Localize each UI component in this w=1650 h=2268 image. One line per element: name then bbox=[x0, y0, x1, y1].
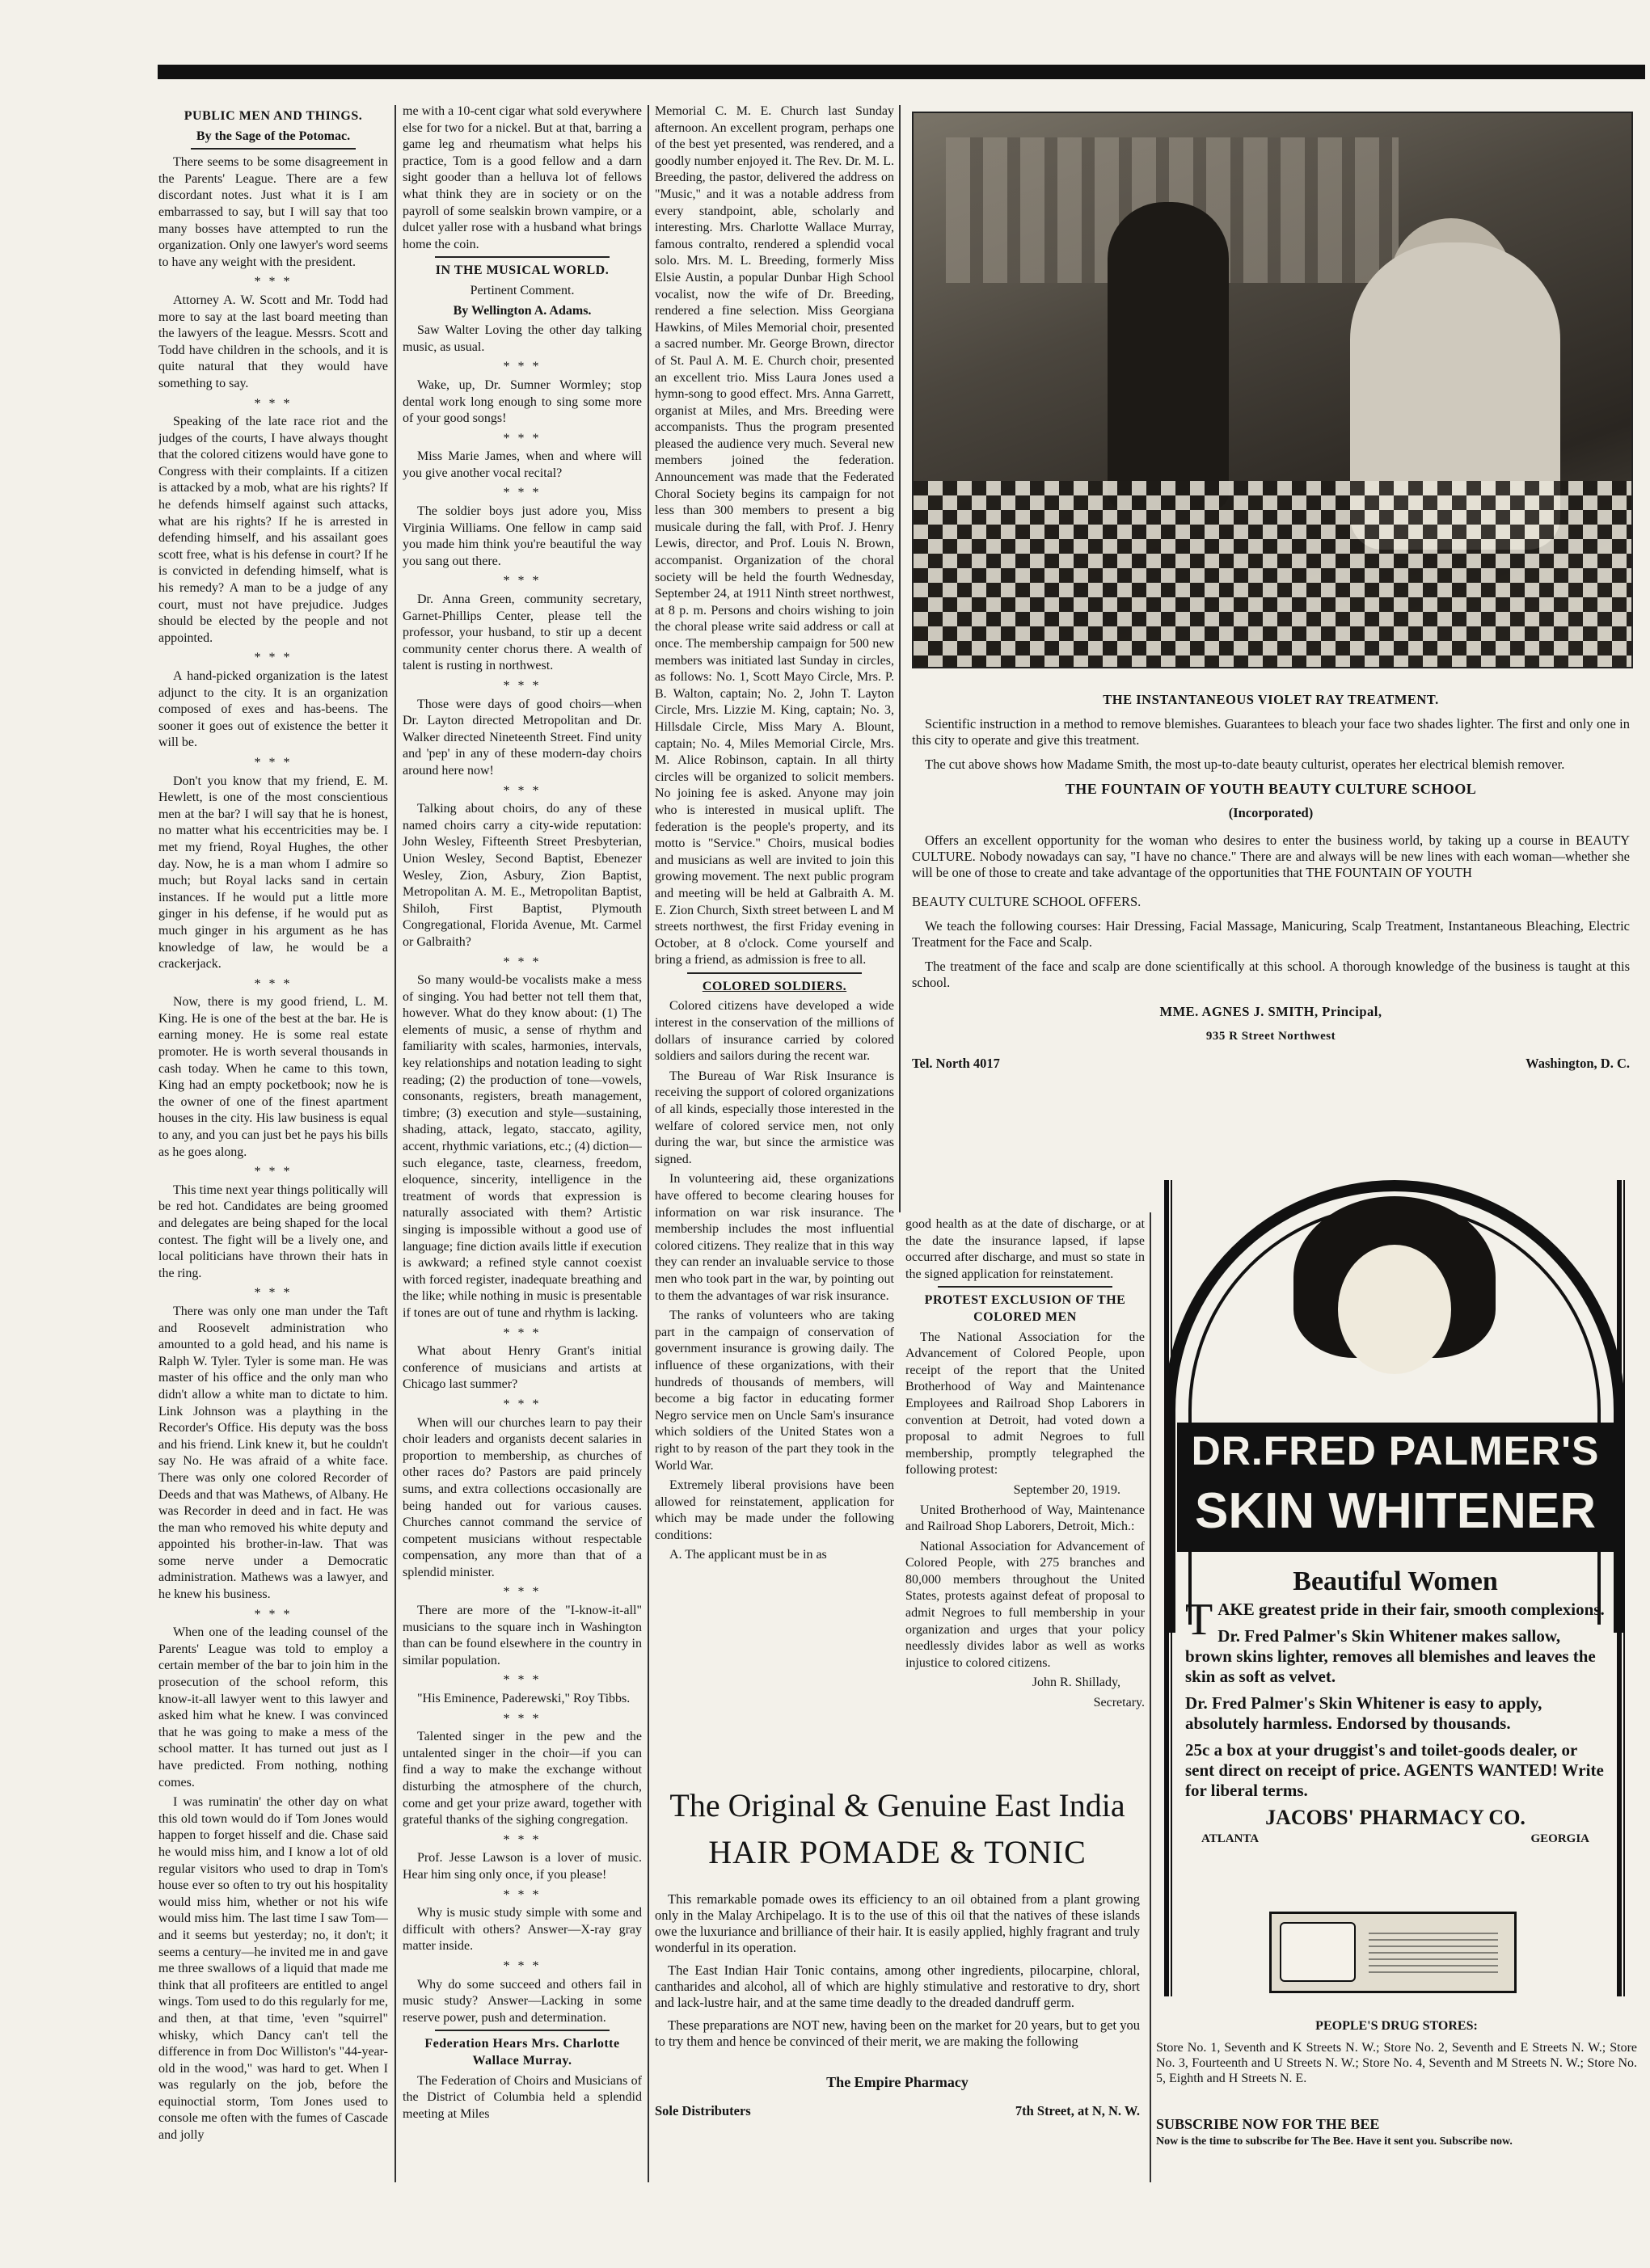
separator-stars: * * * bbox=[503, 679, 542, 693]
intro-text: AKE greatest pride in their fair, smooth complexions. bbox=[1217, 1600, 1605, 1619]
ad-paragraph: 25c a box at your druggist's and toilet-goods dealer, or sent direct on receipt of price. AGENTS WANTED! Write for liberal terms. bbox=[1185, 1740, 1604, 1800]
ad-paragraph: Scientific instruction in a method to remove blemishes. Guarantees to bleach your face two shades lighter. The first and only one in this city to operate and give this treatment. bbox=[912, 716, 1630, 748]
school-address: 935 R Street Northwest bbox=[1205, 1030, 1336, 1043]
paragraph: The soldier boys just adore you, Miss Virginia Williams. One fellow in camp said you made him think you're beautiful the way you sang out there. bbox=[403, 504, 642, 568]
paragraph: me with a 10-cent cigar what sold everywhere else for two for a nickel. But at that, barring a game leg and rheumatism what helps his practice, Tom is a good fellow and a darn sight gooder than a helluva lot of fellows what think they are in society or on the payroll of some sealskin brown vampire, or a dulcet yaller rose with a husband what brings home the coin. bbox=[403, 104, 642, 251]
ad-intro bbox=[1185, 1595, 1606, 1645]
column-rule bbox=[648, 105, 649, 2182]
separator-stars: * * * bbox=[254, 1286, 293, 1301]
paragraph: Saw Walter Loving the other day talking music, as usual. bbox=[403, 323, 642, 354]
paragraph: Memorial C. M. E. Church last Sunday afternoon. An excellent program, perhaps one of the best yet presented, was rendered, and a goodly number enjoyed it. The Rev. Dr. M. L. Breeding, the pastor, delivered the address on "Music," and it was a notable address from every standpoint, able, scholarly and interesting. Mrs. Charlotte Wallace Murray, famous contralto, rendered a splendid vocal solo. Mrs. M. L. Breeding, formerly Miss Elsie Austin, a popular Dunbar High School vocalist, now the wife of Dr. Breeding, rendered a fine selection. Miss Georgiana Hawkins, of Miles Memorial choir, presented a sacred number. Mr. George Brown, director of St. Paul A. M. E. Church choir, presented an excellent trio. Miss Laura Jones used a hymn-song to good effect. Mrs. Anna Garrett, organist at Miles, and Mrs. Breeding were accompanists. Thus the program presented pleased the audience very much. Several new members joined the federation. Announcement was made that the Federated Choral Society begins its campaign for not less than 300 members to present a big musicale during the fall, with Prof. J. Henry Lewis, director, and Prof. Louis N. Brown, accompanist. Organization of the choral society will be held the fourth Wednesday, September 24, at 1911 Ninth street northwest, at 8 p. m. Persons and choirs wishing to join the choral please write said address or call at once. The membership campaign for 500 new members was initiated last Sunday in circles, as follows: No. 1, Scott Mayo Circle, Mrs. P. B. Walton, captain; No. 2, John T. Layton Circle, Mrs. Lizzie M. King, captain; No. 3, Hillsdale Circle, Miss Mary A. Blount, captain; No. 4, Miles Memorial Circle, Mrs. M. Alice Robinson, captain. In all thirty circles will be organized to solicit members. No joining fee is asked. Anyone may join who is interested in musical uplift. The federation is the people's property, and its motto is "Service." Choirs, musical bodies and musicians as well are invited to join this growing movement. The next public program and meeting will be held at Galbraith A. M. E. Zion Church, Sixth street between L and M streets northwest, the first Friday evening in October, at 8 o'clock. Come yourself and bring a friend, as admission is free to all. bbox=[655, 104, 894, 967]
column-musical-world bbox=[403, 103, 642, 2181]
paragraph: Attorney A. W. Scott and Mr. Todd had more to say at the last board meeting than the lawyers of the league. Messrs. Scott and Todd have children in the schools, and it is quite natural that they would have something to say. bbox=[158, 293, 388, 390]
paragraph: The ranks of volunteers who are taking part in the campaign of conservation of government insurance is growing daily. The influence of these organizations, with their hundreds of thousands of members, will become a big factor in educating former Negro service men on Uncle Sam's insurance which soldiers of the United States won a right to by reason of the part they took in the World War. bbox=[655, 1309, 894, 1473]
divider bbox=[435, 256, 610, 258]
subscribe-notice bbox=[1156, 2118, 1637, 2166]
paragraph: Now, there is my good friend, L. M. King. He is one of the best at the bar. He is earning money. He is some real estate promoter. He is worth several thousands in cash today. When he came to this town, King had an empty pocketbook; now he is the owner of one of the finest apartment houses in the city. His law business is equal to any, and you can just bet he pays his bills as he goes along. bbox=[158, 995, 388, 1159]
separator-stars: * * * bbox=[254, 396, 293, 411]
principal-name: MME. AGNES J. SMITH, Principal, bbox=[1159, 1004, 1382, 1019]
separator-stars: * * * bbox=[503, 955, 542, 969]
paragraph: The Bureau of War Risk Insurance is receiving the support of colored organizations of all kinds, especially those interested in the welfare of colored service men, not only during the war, but since the armistice was signed. bbox=[655, 1069, 894, 1166]
store-name: The Empire Pharmacy bbox=[826, 2074, 968, 2090]
article-title: Federation Hears Mrs. Charlotte Wallace Murray. bbox=[424, 2037, 620, 2068]
city: Washington, D. C. bbox=[1526, 1056, 1630, 1071]
ad-paragraph: The East Indian Hair Tonic contains, among other ingredients, pilocarpine, chloral, cantharides and alcohol, all of which are highly stimulative and restorative to dry, short and lack-lustre hair, and at the same time deadly to the dreaded dandruff germ. bbox=[655, 1962, 1140, 2010]
article-byline: By Wellington A. Adams. bbox=[453, 303, 592, 318]
paragraph: Miss Marie James, when and where will you give another vocal recital? bbox=[403, 449, 642, 480]
paragraph: This time next year things politically will be red hot. Candidates are being groomed and delegates are being shaped for the local contest. The fight will be a lively one, and local politicians have thrown their hats in the ring. bbox=[158, 1182, 388, 1280]
paragraph: Extremely liberal provisions have been allowed for reinstatement, application for which may be made under the following conditions: bbox=[655, 1478, 894, 1542]
ad-paragraph: We teach the following courses: Hair Dressing, Facial Massage, Manicuring, Scalp Treatment, Instantaneous Bleaching, Electric Treatment for the Face and Scalp. bbox=[912, 918, 1630, 950]
brand-line-2: SKIN WHITENER bbox=[1195, 1483, 1596, 1539]
separator-stars: * * * bbox=[503, 1585, 542, 1600]
skin-whitener-ad bbox=[1156, 1180, 1637, 2005]
separator-stars: * * * bbox=[254, 651, 293, 665]
article-title: PROTEST EXCLUSION OF THE COLORED MEN bbox=[924, 1293, 1126, 1324]
column-protest bbox=[905, 1216, 1145, 1774]
ad-paragraph: This remarkable pomade owes its efficiency to an oil obtained from a plant growing only in the Malay Archipelago. It is to the use of this oil that the natives of these islands owe the luxuriance and brilliance of their hair. It is easily applied, highly fragrant and truly wonderful in its operation. bbox=[655, 1891, 1140, 1955]
ad-paragraph: Dr. Fred Palmer's Skin Whitener makes sallow, brown skins lighter, removes all blemishes and leaves the skin as soft as velvet. bbox=[1185, 1626, 1596, 1686]
brand-line-1: DR.FRED PALMER'S bbox=[1191, 1428, 1600, 1473]
separator-stars: * * * bbox=[503, 431, 542, 445]
telegram-address: United Brotherhood of Way, Maintenance and Railroad Shop Laborers, Detroit, Mich.: bbox=[905, 1503, 1145, 1534]
school-name: THE FOUNTAIN OF YOUTH BEAUTY CULTURE SCHOOL bbox=[1065, 781, 1477, 797]
column-public-men bbox=[158, 103, 388, 2181]
article-title: COLORED SOLDIERS. bbox=[702, 979, 847, 993]
separator-stars: * * * bbox=[254, 976, 293, 991]
paragraph: Prof. Jesse Lawson is a lover of music. Hear him sing only once, if you please! bbox=[403, 1851, 642, 1882]
divider bbox=[435, 2030, 610, 2031]
paragraph: There was only one man under the Taft and Roosevelt administration who amounted to a gold head, and his name is Ralph W. Tyler. Tyler is some man. He was master of his office and the only man who didn't allow a white man to dictate to him. Link Johnson was a plaything in the Recorder's Office. His deputy was the boss and his friend. Link knew it, but he couldn't say No. He was afraid of a white face. There was only one colored Recorder of Deeds and that was Mathews, of Albany. He was Recorder in deed and in fact. He was the man who removed his white deputy and appointed his brother-in-law. That was some nerve under a Democratic administration. Mathews was a lawyer, and he knew his business. bbox=[158, 1304, 388, 1602]
top-border-rule bbox=[158, 65, 1645, 79]
signature-name: John R. Shillady, bbox=[1032, 1676, 1120, 1690]
ad-paragraph: Dr. Fred Palmer's Skin Whitener is easy to apply, absolutely harmless. Endorsed by thousands. bbox=[1185, 1693, 1542, 1733]
divider bbox=[191, 148, 356, 150]
paragraph: Talented singer in the pew and the untalented singer in the choir—if you can find a way to make the exchange without disturbing the atmosphere of the church, come and get your prize award, together with grateful thanks of the sighing congregation. bbox=[403, 1730, 642, 1827]
ad-paragraph: The cut above shows how Madame Smith, the most up-to-date beauty culturist, operates her electrical blemish remover. bbox=[925, 757, 1565, 772]
separator-stars: * * * bbox=[503, 574, 542, 588]
column-rule bbox=[1150, 1212, 1151, 2182]
paragraph: Wake, up, Dr. Sumner Wormley; stop dental work long enough to sing some more of your good songs! bbox=[403, 377, 642, 426]
drop-cap: T bbox=[1185, 1595, 1213, 1645]
paragraph: When will our churches learn to pay their choir leaders and organists decent salaries in proportion to membership, as churches of other races do? Pastors are paid princely sums, and extra collections occasionally are being handed out for various causes. Churches cannot command the service of competent musicians without respectable compensation, any more than that of a splendid minister. bbox=[403, 1415, 642, 1579]
subscribe-title: SUBSCRIBE NOW FOR THE BEE bbox=[1156, 2118, 1380, 2132]
separator-stars: * * * bbox=[503, 1958, 542, 1973]
separator-stars: * * * bbox=[254, 1165, 293, 1179]
brand-banner bbox=[1177, 1423, 1614, 1552]
paragraph: A. The applicant must be in as bbox=[669, 1548, 827, 1562]
ad-caption: THE INSTANTANEOUS VIOLET RAY TREATMENT. bbox=[1103, 692, 1439, 707]
telegram-date: September 20, 1919. bbox=[1013, 1482, 1120, 1497]
separator-stars: * * * bbox=[254, 755, 293, 769]
paragraph: Why is music study simple with some and difficult with others? Answer—X-ray gray matter inside. bbox=[403, 1906, 642, 1954]
store-location: 7th Street, at N, N. W. bbox=[1015, 2103, 1140, 2118]
paragraph: The Federation of Choirs and Musicians of the District of Columbia held a splendid meeting at Miles bbox=[403, 2073, 642, 2121]
paragraph: Don't you know that my friend, E. M. Hewlett, is one of the most conscientious men at the bar? I will say that he is honest, no matter what his eccentricities may be. I met my friend, Royal Hughes, the other day. Now, he is a man whom I admire so much; but Royal lacks sand in certain instances. If he would put a little more ginger in his defense, if he would put as much ginger in his argument as he has knowledge of law, he would be a crackerjack. bbox=[158, 774, 388, 972]
separator-stars: * * * bbox=[503, 1326, 542, 1340]
store-list: Store No. 1, Seventh and K Streets N. W.; Store No. 2, Seventh and E Streets N. W.; Store No. 3, Fourteenth and U Streets N. W.; Store No. 4, Seventh and M Streets N. W.; Store No. 5, Eighth and H Streets N. E. bbox=[1156, 2041, 1637, 2085]
paragraph: good health as at the date of discharge, or at the date the insurance lapsed, if lapse occurred after discharge, and must so state in the signed application for reinstatement. bbox=[905, 1217, 1145, 1281]
company-name: JACOBS' PHARMACY CO. bbox=[1265, 1806, 1526, 1829]
ad-paragraph: Offers an excellent opportunity for the woman who desires to enter the business world, by taking up a course in BEAUTY CULTURE. Nobody nowadays can say, "I have no chance." There are and always will be new lines with each woman—whether she will be one of those to create and take advantage of the opportunities that THE FOUNTAIN OF YOUTH bbox=[912, 833, 1630, 880]
ad-paragraph: BEAUTY CULTURE SCHOOL OFFERS. bbox=[912, 894, 1141, 909]
signature-title: Secretary. bbox=[1093, 1696, 1145, 1710]
city-name: ATLANTA bbox=[1201, 1832, 1260, 1845]
paragraph: In volunteering aid, these organizations have offered to become clearing houses for information on war risk insurance. The membership includes the most influential colored citizens. They realize that in this way they can render an invaluable service to those men who took part in the war, by pointing out to them the advantages of war risk insurance. bbox=[655, 1172, 894, 1303]
violet-ray-ad bbox=[912, 687, 1630, 1140]
hair-pomade-ad bbox=[655, 1778, 1140, 2231]
photo-checkered-floor bbox=[914, 481, 1631, 667]
paragraph: When one of the leading counsel of the Parents' League was told to employ a certain member of the bar to join him in the prosecution of the school reform, this know-it-all lawyer went to this lawyer and asked him what he knew. I was convinced that he was going to make a mess of the school matter. It has turned out just as I have predicted. From nothing, nothing comes. bbox=[158, 1625, 388, 1790]
column-rule bbox=[899, 105, 901, 1212]
telephone: Tel. North 4017 bbox=[912, 1056, 1000, 1071]
separator-stars: * * * bbox=[503, 1711, 542, 1726]
paragraph: "His Eminence, Paderewski," Roy Tibbs. bbox=[417, 1692, 631, 1706]
paragraph: Colored citizens have developed a wide interest in the conservation of the millions of dollars of insurance carried by colored soldiers and sailors during the recent war. bbox=[655, 999, 894, 1064]
paragraph: I was ruminatin' the other day on what this old town would do if Tom Jones would happen to forget hisself and die. Chase said he would miss him, and I know a lot of old regular visitors who used to drap in Tom's house ever so often to try out his hospitality would miss him, whether or not his wife would miss him. The last time I saw Tom—and it seems but yesterday; no, it don't; it seems a century—he invited me in and gave me three swallows of a liquid that made me think that all profiteers are entitled to angel wings. Tom used to do this regularly for me, and then, at that time, 'even "squirrel" whisky, which Dancy can't tell the difference in from Doc Williston's "44-year-old in the wood," was hard to get. When I was regularly on the job, before the equinoctial storm, Tom Jones used to console me often with the fumes of Cascade and jolly bbox=[158, 1795, 388, 2143]
school-incorporated: (Incorporated) bbox=[1228, 805, 1314, 820]
separator-stars: * * * bbox=[503, 360, 542, 374]
article-subtitle: Pertinent Comment. bbox=[470, 283, 575, 297]
product-lid bbox=[1280, 1922, 1356, 1982]
paragraph: There seems to be some disagreement in the Parents' League. There are a few discordant notes. Just what it is I am embarrassed to say, but I will say that too many bosses have attempted to run the organization. Only one lawyer's word seems to have any weight with the president. bbox=[158, 155, 388, 269]
ad-paragraph: The treatment of the face and scalp are done scientifically at this school. A thorough knowledge of the business is taught at this school. bbox=[912, 959, 1630, 990]
product-label bbox=[1369, 1929, 1498, 1973]
distributor-row bbox=[655, 2103, 1140, 2119]
ad-frame bbox=[1156, 1180, 1634, 1996]
subscribe-text: Now is the time to subscribe for The Bee. Have it sent you. Subscribe now. bbox=[1156, 2135, 1513, 2148]
state-name: GEORGIA bbox=[1530, 1832, 1589, 1845]
product-box-image bbox=[1269, 1912, 1517, 1993]
separator-stars: * * * bbox=[254, 1607, 293, 1621]
column-rule bbox=[395, 105, 396, 2182]
divider bbox=[687, 972, 862, 974]
ad-paragraph: These preparations are NOT new, having been on the market for 20 years, but to get you to try them and hence be convinced of their merit, we are making the following bbox=[655, 2017, 1140, 2049]
photo-figure-operator bbox=[1108, 202, 1229, 509]
ad-heading: Beautiful Women bbox=[1293, 1566, 1498, 1596]
separator-stars: * * * bbox=[503, 1832, 542, 1847]
ad-body bbox=[1177, 1560, 1614, 1849]
ad-product-name: HAIR POMADE & TONIC bbox=[708, 1834, 1087, 1870]
paragraph: A hand-picked organization is the latest adjunct to the city. It is an organization composed of exes and has-beens. The sooner it goes out of existence the better it will be. bbox=[158, 669, 388, 750]
paragraph: National Association for Advancement of Colored People, with 275 branches and 80,000 members throughout the United States, protests against defeat of proposal to admit Negroes to full membership in your organization and urges that your policy needlessly divides labor as well as works injustice to colored citizens. bbox=[905, 1539, 1145, 1670]
ad-headline: The Original & Genuine East India bbox=[669, 1787, 1125, 1823]
contact-row bbox=[912, 1056, 1630, 1072]
paragraph: Why do some succeed and others fail in music study? Answer—Lacking in some reserve power, push and determination. bbox=[403, 1977, 642, 2025]
separator-stars: * * * bbox=[503, 486, 542, 500]
separator-stars: * * * bbox=[503, 783, 542, 798]
woman-portrait-face bbox=[1338, 1245, 1451, 1374]
paragraph: The National Association for the Advancement of Colored People, upon receipt of the report that the United Brotherhood of Way and Maintenance Employees and Railroad Shop Laborers in convention at Detroit, had voted down a proposal to admit Negroes to full membership, promptly telegraphed the following protest: bbox=[905, 1330, 1145, 1478]
paragraph: There are more of the "I-know-it-all" musicians to the square inch in Washington than can be found elsewhere in the country in similar population. bbox=[403, 1604, 642, 1667]
beauty-parlor-photo bbox=[912, 112, 1633, 668]
company-location bbox=[1185, 1829, 1606, 1849]
divider bbox=[938, 1286, 1112, 1288]
paragraph: So many would-be vocalists make a mess of singing. You had better not tell them that, however. What do they know about: (1) The elements of music, a sense of rhythm and familiarity with scales, harmonies, intervals, key relationships and notation leading to sight reading; (2) the production of tone—vowels, consonants, registers, breath management, timbre; (3) execution and style—sustaining, shading, attack, legato, staccato, agility, accent, rhythmic variations, etc.; (4) diction—such elegance, taste, clearness, freedom, eloquence, sincerity, intelligence in the treatment of words that expression is naturally associated with them? Artistic singing is impossible without a good use of language; fine diction avails little if execution is awkward; a refined style cannot coexist with forced register, inadequate breathing and the like; while nothing in music is presentable if tones are out of tune and rhythm is lacking. bbox=[403, 973, 642, 1320]
frame-pillar-left bbox=[1164, 1180, 1172, 1996]
article-byline: By the Sage of the Potomac. bbox=[196, 129, 351, 143]
paragraph: Speaking of the late race riot and the judges of the courts, I have always thought that the colored citizens would have gone to Congress with their complaints. If a citizen is attacked by a mob, what are his rights? If he defends himself against such attacks, what are his rights? If he is arrested in defending himself, and his assailant goes scott free, what is his defense in court? If he is convicted in defending himself, what is his remedy? A man to be a judge of any court, must not have prejudice. Judges should be elected by the people and not appointed. bbox=[158, 415, 388, 645]
separator-stars: * * * bbox=[503, 1887, 542, 1902]
separator-stars: * * * bbox=[503, 1673, 542, 1688]
separator-stars: * * * bbox=[503, 1397, 542, 1411]
article-title: PUBLIC MEN AND THINGS. bbox=[184, 109, 363, 123]
paragraph: Talking about choirs, do any of these named choirs carry a city-wide reputation: John Wesley, Fifteenth Street Presbyterian, Union Wesley, Second Baptist, Ebenezer Wesley, Zion, Asbury, Zion Baptist, Metropolitan A. M. E., Metropolitan Baptist, Shiloh, First Baptist, Plymouth Congregational, Florida Avenue, Mt. Carmel or Galbraith? bbox=[403, 802, 642, 949]
paragraph: Dr. Anna Green, community secretary, Garnet-Phillips Center, please tell the professor, your husband, to stir up a decent community center chorus there. A wealth of talent is rusting in northwest. bbox=[403, 592, 642, 673]
distributor-label: Sole Distributers bbox=[655, 2103, 751, 2118]
frame-pillar-right bbox=[1617, 1180, 1625, 1996]
separator-stars: * * * bbox=[254, 275, 293, 289]
article-title: IN THE MUSICAL WORLD. bbox=[435, 263, 610, 278]
paragraph: Those were days of good choirs—when Dr. Layton directed Metropolitan and Dr. Walker directed Nineteenth Street. Find unity and 'pep' in any of these modern-day choirs around here now! bbox=[403, 697, 642, 778]
paragraph: What about Henry Grant's initial conference of musicians and artists at Chicago last summer? bbox=[403, 1344, 642, 1392]
drug-stores-ad bbox=[1156, 2017, 1637, 2130]
ad-title: PEOPLE'S DRUG STORES: bbox=[1315, 2019, 1478, 2033]
